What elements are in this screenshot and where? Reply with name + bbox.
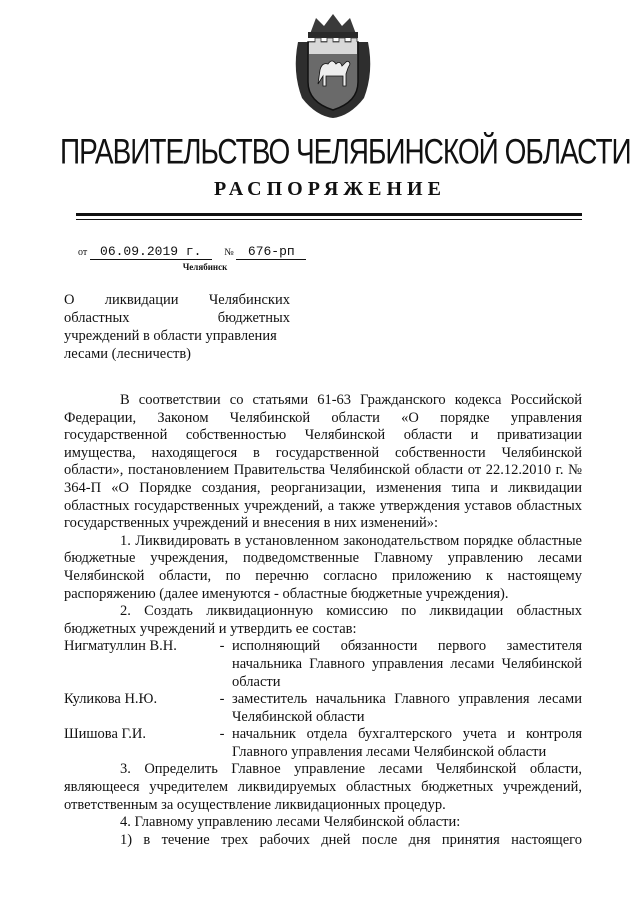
number-label: № [224, 247, 234, 258]
subject-line: О ликвидации Челябинских [64, 292, 290, 308]
document-date: 06.09.2019 г. [90, 244, 212, 260]
document-body [64, 392, 582, 849]
item-4-paragraph: 4. Главному управлению лесами Челябинской области: [120, 814, 461, 831]
government-title: ПРАВИТЕЛЬСТВО ЧЕЛЯБИНСКОЙ ОБЛАСТИ [60, 132, 631, 171]
member-dash: - [219, 638, 225, 655]
member-dash: - [219, 691, 225, 708]
chelyabinsk-coat-of-arms-icon [288, 12, 378, 122]
member-name: Шишова Г.И. [64, 726, 146, 743]
item-1-paragraph: 1. Ликвидировать в установленном законодательством порядке областные бюджетные учреждения, подведомственные Главному управлению лесами Челябинской области, по перечню согласно приложению к настоящему распоряжению (далее именуются - областные бюджетные учреждения). [64, 532, 582, 602]
item-4-1-paragraph: 1) в течение трех рабочих дней после дня принятия настоящего [120, 831, 582, 848]
member-role: заместитель начальника Главного управления лесами Челябинской области [232, 691, 582, 725]
member-role: начальник отдела бухгалтерского учета и контроля Главного управления лесами Челябинской области [232, 726, 582, 760]
document-type: РАСПОРЯЖЕНИЕ [214, 178, 446, 200]
preamble-paragraph: В соответствии со статьями 61-63 Гражданского кодекса Российской Федерации, Законом Челябинской области «О порядке управления государственной собственностью Челябинской области и приватизации имущества, находящегося в государственной собственности Челябинской области», постановлением Правительства Челябинской области от 22.12.2010 г. № 364-П «О Порядке создания, реорганизации, изменения типа и ликвидации областных государственных учреждений, а также утверждения уставов областных государственных учреждений и внесения в них изменений»: [64, 392, 582, 532]
date-from-label: от [78, 247, 88, 258]
document-number: 676-рп [236, 244, 306, 260]
document-subject [64, 291, 290, 363]
item-3-paragraph: 3. Определить Главное управление лесами Челябинской области, являющееся учредителем ликвидируемых областных бюджетных учреждений, ответственным за осуществление ликвидационных процедур. [64, 761, 582, 813]
city-label: Челябинск [182, 262, 228, 272]
commission-member [64, 691, 582, 726]
member-role: исполняющий обязанности первого заместителя начальника Главного управления лесами Челябинской области [232, 638, 582, 690]
commission-member [64, 638, 582, 691]
subject-line: лесами (лесничеств) [64, 346, 191, 362]
registration-line [78, 244, 306, 260]
member-name: Куликова Н.Ю. [64, 691, 158, 708]
commission-member [64, 726, 582, 761]
member-dash: - [219, 726, 225, 743]
header-rule-thick [76, 213, 582, 216]
item-2-paragraph: 2. Создать ликвидационную комиссию по ликвидации областных бюджетных учреждений и утвердить ее состав: [64, 603, 582, 637]
subject-line: учреждений в области управления [64, 328, 277, 344]
subject-line: областных бюджетных [64, 310, 290, 326]
header-rule-thin [76, 219, 582, 220]
member-name: Нигматуллин В.Н. [64, 638, 177, 655]
